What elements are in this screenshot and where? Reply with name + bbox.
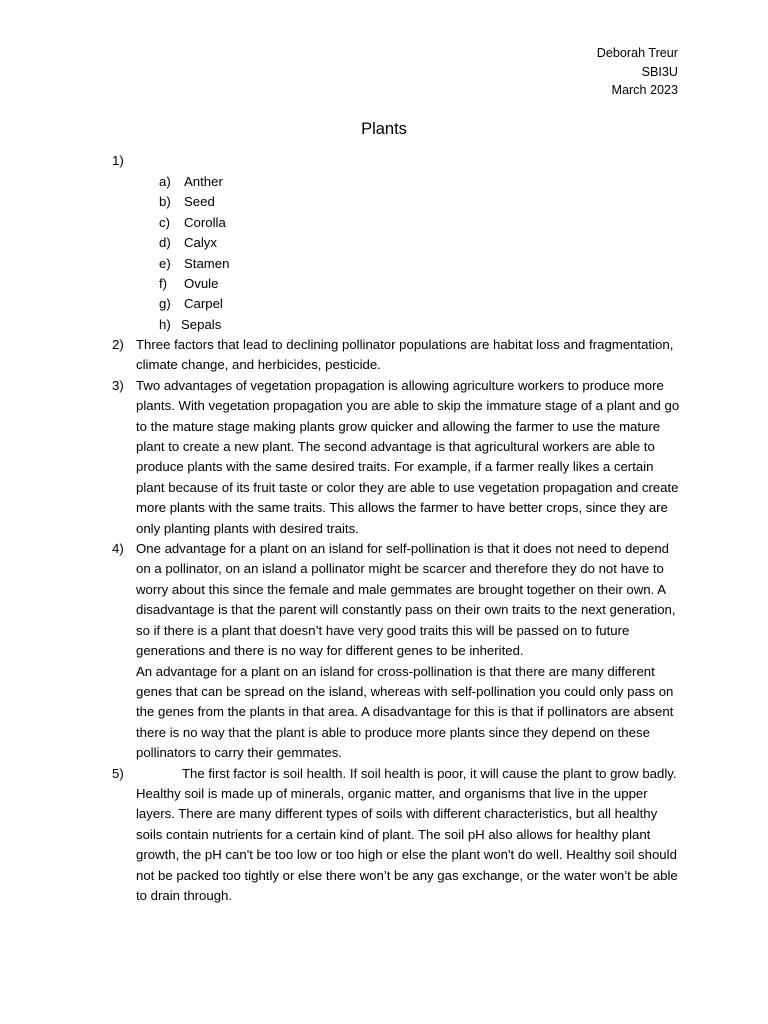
list-item-text: Anther	[184, 174, 223, 189]
list-item-text: Carpel	[184, 296, 223, 312]
list-item	[159, 233, 229, 253]
question-list	[112, 335, 682, 906]
list-item-letter: b)	[159, 194, 171, 210]
question-5-answer: The first factor is soil health. If soil health is poor, it will cause the plant to grow badly. Healthy soil is made up of minerals, organic matter, and organisms that live in the upper layers. There are many different types of soils with different characteristics, but all healthy soils contain nutrients for a certain kind of plant. The soil pH also allows for healthy plant growth, the pH can't be too low or too high or else the plant won't do well. Healthy soil should not be packed too tightly or else there won’t be any gas exchange, or the water won’t be able to drain through.	[136, 765, 678, 903]
course-code: SBI3U	[641, 64, 678, 79]
question-2-answer: Three factors that lead to declining pollinator populations are habitat loss and fragmentation, climate change, and herbicides, pesticide.	[136, 337, 674, 373]
question-3-answer: Two advantages of vegetation propagation is allowing agriculture workers to produce more plants. With vegetation propagation you are able to skip the immature stage of a plant and go to the mature stage making plants grow quicker and allowing the farmer to use the mature plant to create a new plant. The second advantage is that agricultural workers are able to produce plants with the same desired traits. For example, if a farmer really likes a certain plant because of its fruit taste or color they are able to use vegetation propagation and create more plants with the same traits. This allows the farmer to have better crops, since they are only planting plants with desired traits.	[136, 377, 680, 536]
list-item-text: Calyx	[184, 235, 217, 251]
question-5	[112, 764, 682, 907]
list-item-letter: g)	[159, 296, 171, 312]
list-item-letter: c)	[159, 214, 170, 230]
list-item	[159, 213, 229, 233]
list-item	[159, 172, 229, 192]
list-item-letter: e)	[159, 255, 171, 271]
list-item-letter: a)	[159, 174, 171, 189]
list-item-letter: f)	[159, 275, 168, 291]
question-1-answer-list	[159, 172, 229, 335]
question-1-number: 1)	[112, 153, 124, 168]
list-item	[159, 315, 229, 335]
question-4-number: 4)	[112, 541, 124, 557]
list-item	[159, 294, 229, 314]
list-item-text: Seed	[184, 194, 215, 210]
document-date: March 2023	[611, 83, 678, 97]
question-2-number: 2)	[112, 337, 124, 352]
list-item	[159, 274, 229, 294]
question-5-answer-paragraph	[136, 764, 682, 907]
list-item	[159, 254, 229, 274]
question-3	[112, 376, 682, 539]
question-4	[112, 539, 682, 763]
document-title: Plants	[361, 120, 407, 138]
student-name: Deborah Treur	[596, 46, 678, 60]
list-item-letter: h)	[159, 316, 171, 332]
list-item	[159, 192, 229, 212]
list-item-letter: d)	[159, 235, 171, 251]
question-5-number: 5)	[112, 765, 124, 781]
question-4-cross-pollination-answer: An advantage for a plant on an island for cross-pollination is that there are many different genes that can be spread on the island, whereas with self-pollination you could only pass on the genes from the plants in that area. A disadvantage for this is that if pollinators are absent there is no way that the plant is able to produce more plants since they depend on these pollinators to carry their gemmates.	[136, 663, 674, 761]
list-item-text: Sepals	[181, 316, 222, 332]
list-item-text: Corolla	[184, 214, 226, 230]
student-header	[597, 44, 678, 100]
list-item-text: Ovule	[184, 275, 219, 291]
list-item-text: Stamen	[184, 255, 230, 271]
question-3-number: 3)	[112, 377, 124, 393]
question-2	[112, 335, 682, 376]
question-4-self-pollination-answer: One advantage for a plant on an island for self-pollination is that it does not need to depend on a pollinator, on an island a pollinator might be scarcer and therefore they do not have to worry about this since the female and male gemmates are brought together on their own. A disadvantage is that the parent will constantly pass on their own traits to the next generation, so if there is a plant that doesn’t have very good traits this will be passed on to future generations and there is no way for different genes to be inherited.	[136, 541, 676, 659]
